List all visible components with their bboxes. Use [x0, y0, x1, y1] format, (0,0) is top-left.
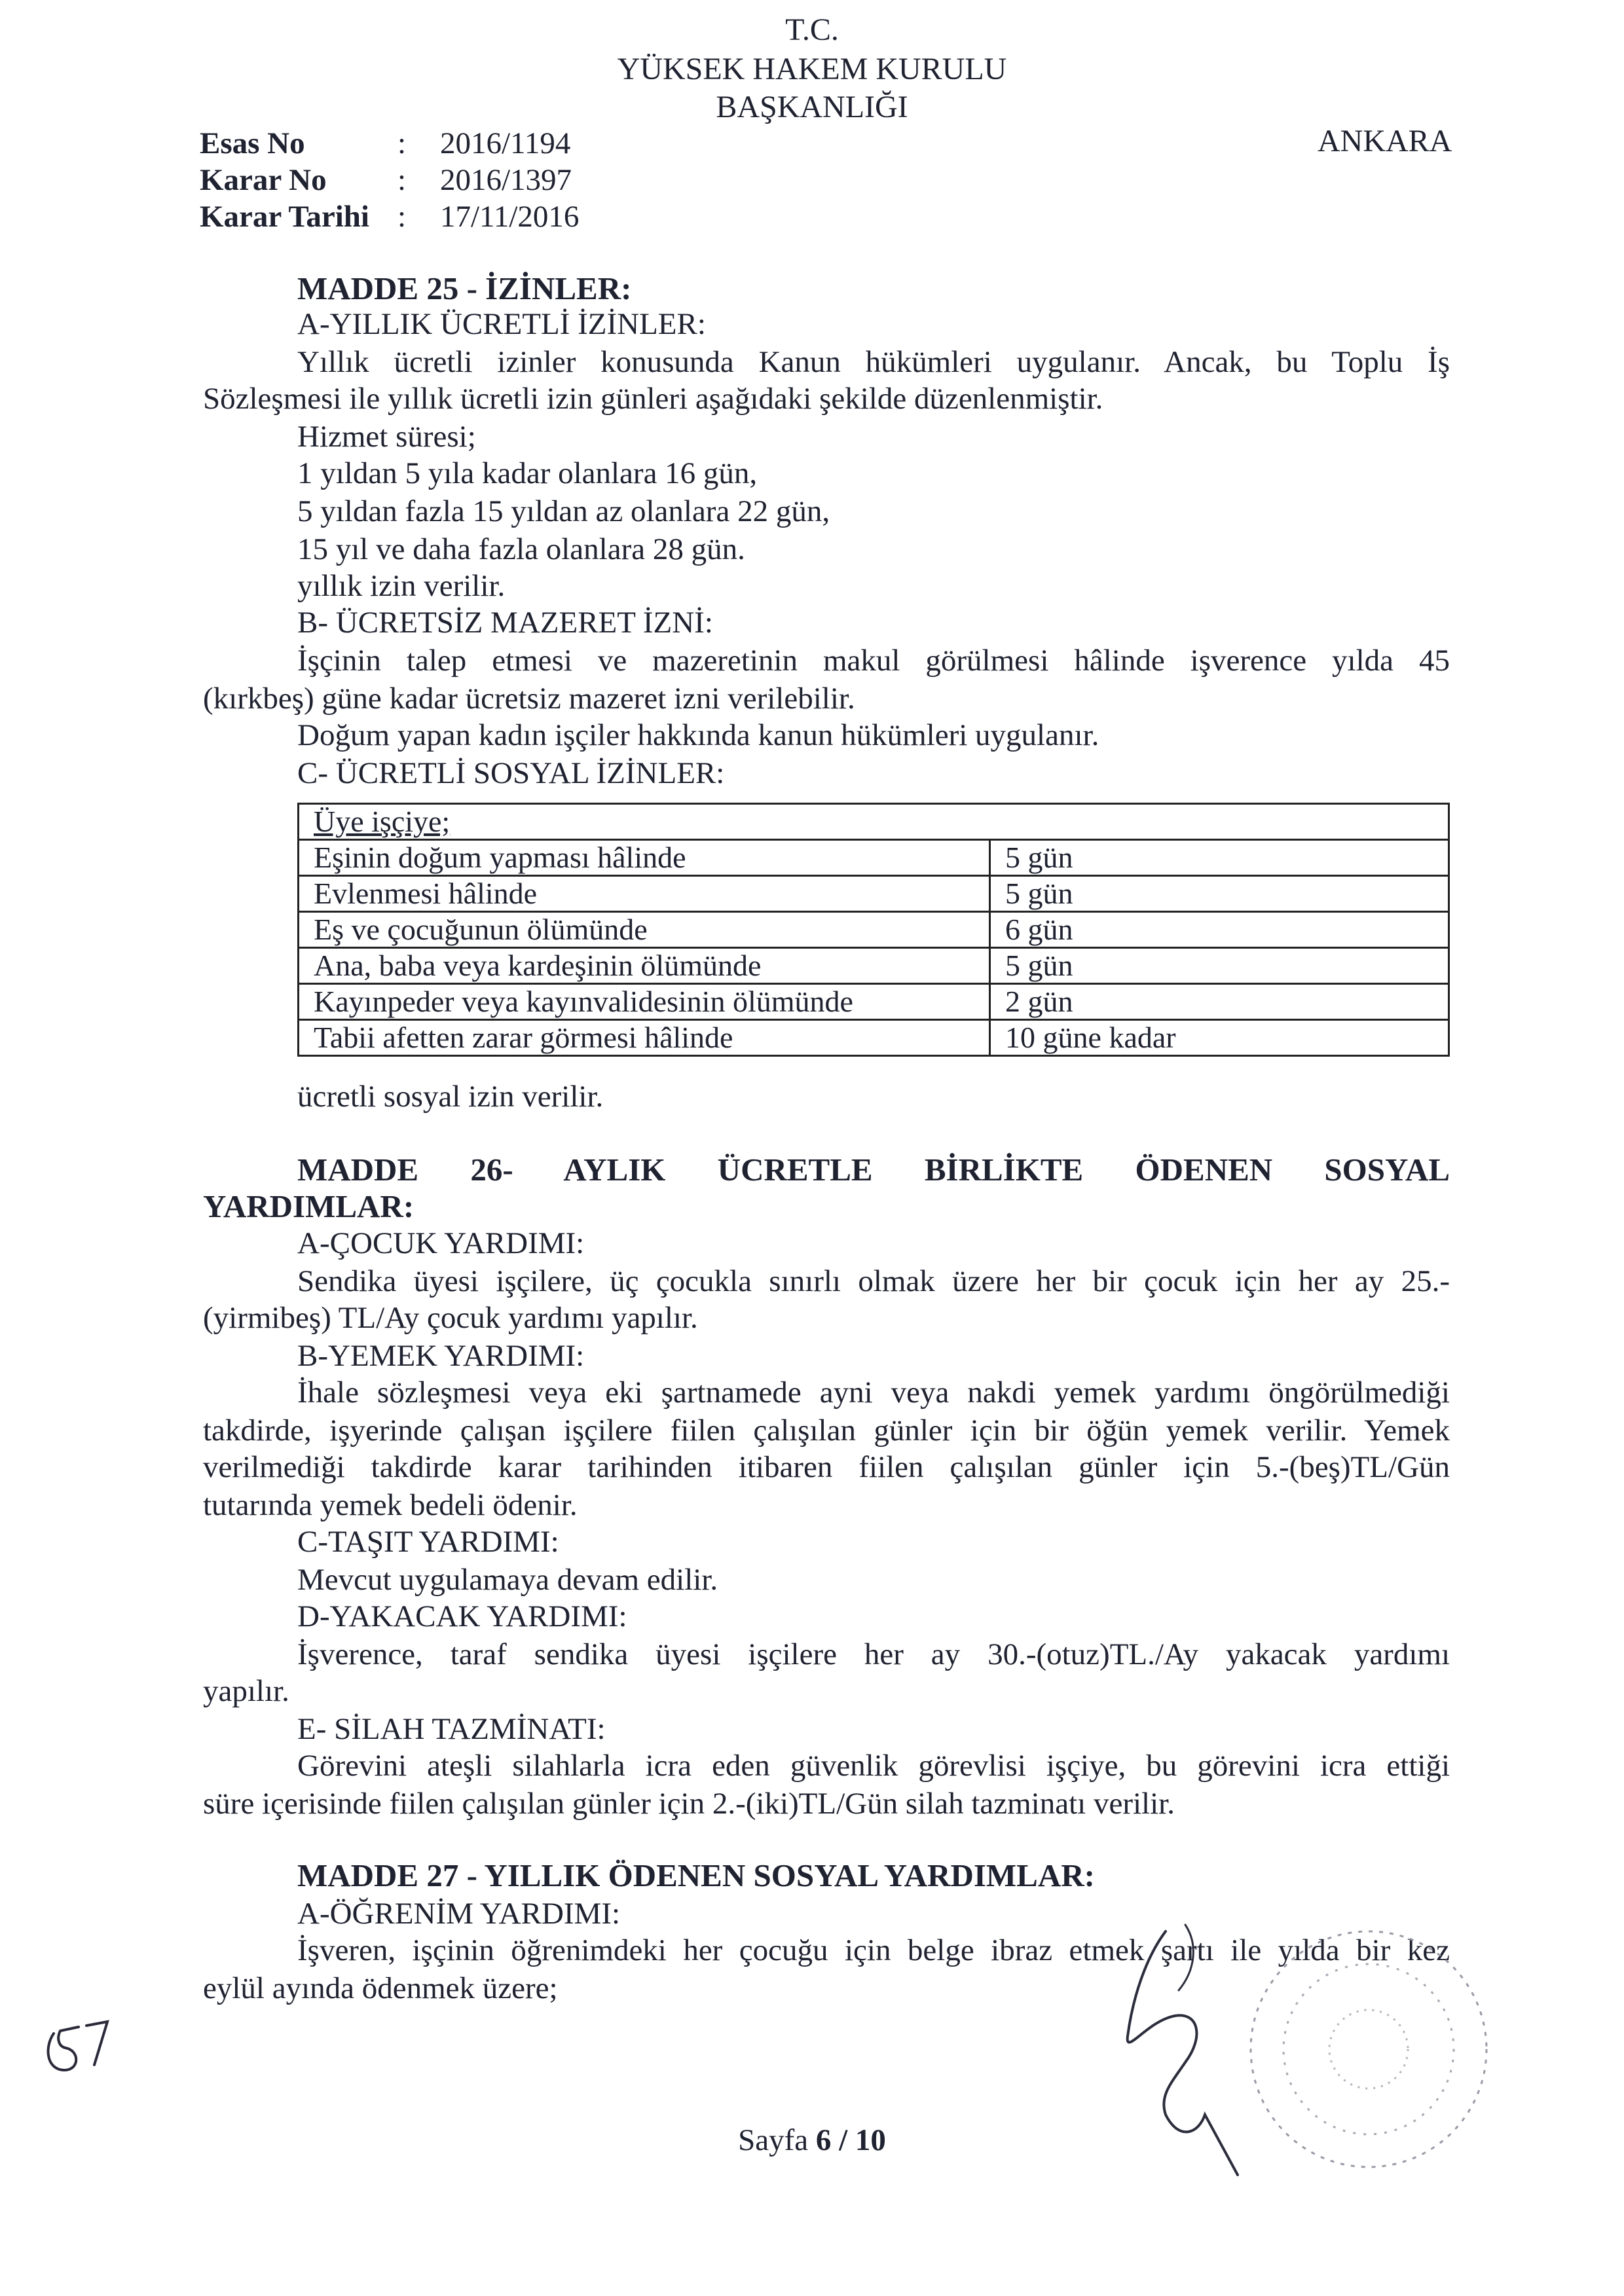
table-row: [299, 876, 1449, 912]
social-leave-table: [297, 803, 1450, 1057]
paragraph-line: eylül ayında ödenmek üzere;: [203, 1971, 558, 2005]
meta-colon: :: [397, 126, 407, 160]
meta-value-date: 17/11/2016: [440, 200, 580, 234]
section-25a-title: A-YILLIK ÜCRETLİ İZİNLER:: [297, 307, 706, 341]
paragraph-line: (yirmibeş) TL/Ay çocuk yardımı yapılır.: [203, 1301, 698, 1335]
table-cell-days: 10 güne kadar: [990, 1020, 1449, 1056]
table-row: [299, 984, 1449, 1020]
section-26d-title: D-YAKACAK YARDIMI:: [297, 1599, 627, 1633]
article-26-title-cont: YARDIMLAR:: [203, 1188, 415, 1224]
table-cell-event: Tabii afetten zarar görmesi hâlinde: [299, 1020, 990, 1056]
paragraph-line: Doğum yapan kadın işçiler hakkında kanun hükümleri uygulanır.: [297, 718, 1099, 752]
paragraph-line: yapılır.: [203, 1674, 289, 1708]
page-current: 6: [815, 2123, 832, 2157]
paragraph-line: İşveren, işçinin öğrenimdeki her çocuğu için belge ibraz etmek şartı ile yılda bir kez: [297, 1933, 1450, 1967]
paragraph-line: Hizmet süresi;: [297, 420, 476, 454]
paragraph-line: İşverence, taraf sendika üyesi işçilere her ay 30.-(otuz)TL./Ay yakacak yardımı: [297, 1637, 1450, 1671]
paragraph-line: İşçinin talep etmesi ve mazeretinin makul görülmesi hâlinde işverence yılda 45: [297, 644, 1450, 678]
header-institution: YÜKSEK HAKEM KURULU: [617, 52, 1007, 86]
table-cell-days: 6 gün: [990, 912, 1449, 948]
table-row: [299, 912, 1449, 948]
paragraph-line: 1 yıldan 5 yıla kadar olanlara 16 gün,: [297, 456, 758, 490]
table-cell-event: Eş ve çocuğunun ölümünde: [299, 912, 990, 948]
table-cell-days: 2 gün: [990, 984, 1449, 1020]
header-city: ANKARA: [1318, 124, 1452, 158]
paragraph-line: tutarında yemek bedeli ödenir.: [203, 1488, 578, 1522]
table-row: [299, 840, 1449, 876]
header-presidency: BAŞKANLIĞI: [716, 90, 908, 124]
meta-label-date: Karar Tarihi: [200, 200, 369, 234]
page-separator: /: [839, 2123, 848, 2157]
meta-value-esas: 2016/1194: [440, 126, 571, 160]
paragraph-line: Sendika üyesi işçilere, üç çocukla sınırlı olmak üzere her bir çocuk için her ay 25.-: [297, 1264, 1450, 1298]
header-tc: T.C.: [785, 12, 839, 47]
paragraph-line: İhale sözleşmesi veya eki şartnamede ayni veya nakdi yemek yardımı öngörülmediği: [297, 1376, 1450, 1410]
paragraph-line: Mevcut uygulamaya devam edilir.: [297, 1563, 718, 1597]
table-cell-days: 5 gün: [990, 876, 1449, 912]
meta-label-karar: Karar No: [200, 163, 327, 197]
section-25b-title: B- ÜCRETSİZ MAZERET İZNİ:: [297, 606, 713, 640]
table-header-row: [299, 804, 1449, 840]
section-26e-title: E- SİLAH TAZMİNATI:: [297, 1712, 606, 1746]
section-26a-title: A-ÇOCUK YARDIMI:: [297, 1226, 585, 1260]
table-row: [299, 1020, 1449, 1056]
table-cell-days: 5 gün: [990, 840, 1449, 876]
margin-mark-drawing: [39, 2007, 118, 2079]
meta-value-karar: 2016/1397: [440, 163, 572, 197]
article-26-title: MADDE 26- AYLIK ÜCRETLE BİRLİKTE ÖDENEN SOSYAL: [297, 1152, 1450, 1188]
page-total: 10: [855, 2123, 886, 2157]
meta-colon: :: [397, 163, 407, 197]
meta-colon: :: [397, 200, 407, 234]
table-cell-days: 5 gün: [990, 948, 1449, 984]
section-26c-title: C-TAŞIT YARDIMI:: [297, 1525, 559, 1559]
table-row: [299, 948, 1449, 984]
paragraph-line: verilmediği takdirde karar tarihinden itibaren fiilen çalışılan günler için 5.-(beş)TL/Gün: [203, 1450, 1450, 1484]
section-25c-title: C- ÜCRETLİ SOSYAL İZİNLER:: [297, 756, 725, 790]
paragraph-line: Sözleşmesi ile yıllık ücretli izin günleri aşağıdaki şekilde düzenlenmiştir.: [203, 382, 1103, 416]
table-cell-event: Kayınpeder veya kayınvalidesinin ölümünde: [299, 984, 990, 1020]
paragraph-line: 5 yıldan fazla 15 yıldan az olanlara 22 gün,: [297, 494, 830, 528]
meta-label-esas: Esas No: [200, 126, 305, 160]
paragraph-line: (kırkbeş) güne kadar ücretsiz mazeret izni verilebilir.: [203, 682, 855, 716]
paragraph-line: Görevini ateşli silahlarla icra eden güvenlik görevlisi işçiye, bu görevini icra ettiği: [297, 1749, 1450, 1783]
margin-page-mark: [39, 2007, 118, 2079]
article-27-title: MADDE 27 - YILLIK ÖDENEN SOSYAL YARDIMLAR:: [297, 1857, 1095, 1893]
page-label: Sayfa: [738, 2123, 809, 2157]
paragraph-line: takdirde, işyerinde çalışan işçilere fiilen çalışılan günler için bir öğün yemek verilir. Yemek: [203, 1413, 1450, 1448]
paragraph-line: 15 yıl ve daha fazla olanlara 28 gün.: [297, 532, 745, 566]
paragraph-line: süre içerisinde fiilen çalışılan günler için 2.-(iki)TL/Gün silah tazminatı verilir.: [203, 1787, 1175, 1821]
table-cell-event: Ana, baba veya kardeşinin ölümünde: [299, 948, 990, 984]
table-cell-event: Evlenmesi hâlinde: [299, 876, 990, 912]
paragraph-line: ücretli sosyal izin verilir.: [297, 1080, 604, 1114]
section-26b-title: B-YEMEK YARDIMI:: [297, 1339, 585, 1373]
section-27a-title: A-ÖĞRENİM YARDIMI:: [297, 1897, 621, 1931]
table-cell-event: Eşinin doğum yapması hâlinde: [299, 840, 990, 876]
article-25-title: MADDE 25 - İZİNLER:: [297, 270, 632, 306]
paragraph-line: yıllık izin verilir.: [297, 569, 506, 603]
page-number: [0, 2123, 1624, 2158]
table-header-cell: Üye işçiye;: [299, 804, 1449, 840]
paragraph-line: Yıllık ücretli izinler konusunda Kanun hükümleri uygulanır. Ancak, bu Toplu İş: [297, 345, 1450, 379]
